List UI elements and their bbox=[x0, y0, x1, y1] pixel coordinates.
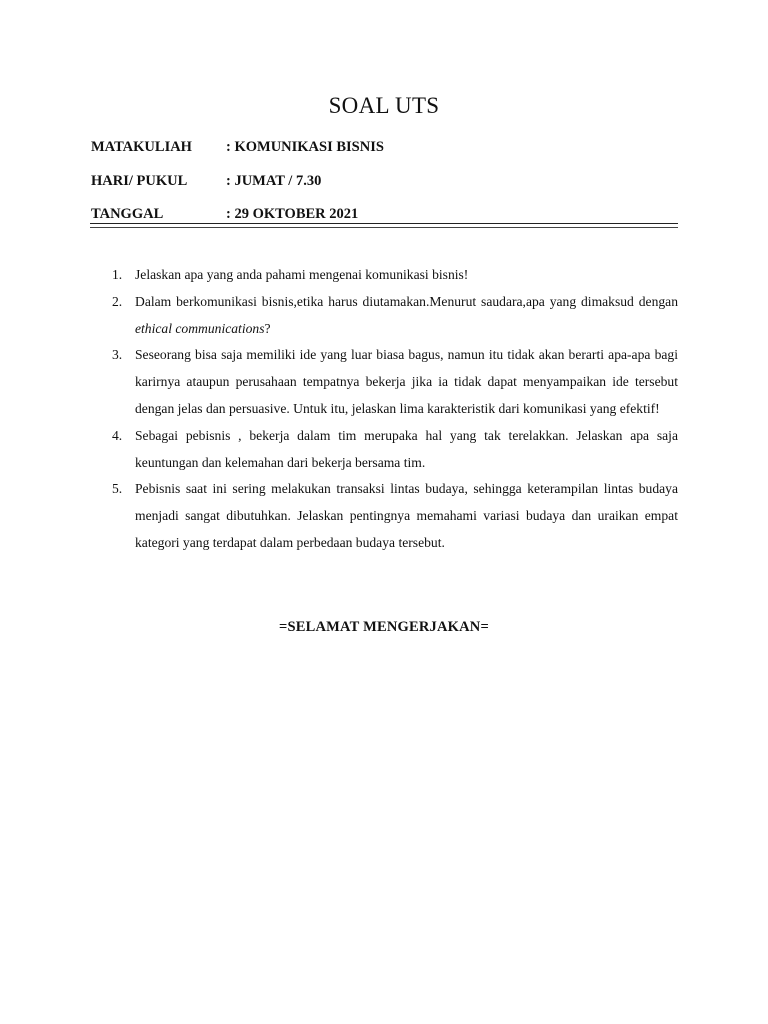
question-item bbox=[90, 262, 678, 289]
info-value: : KOMUNIKASI BISNIS bbox=[226, 139, 384, 155]
info-label: TANGGAL bbox=[91, 206, 164, 222]
question-text: Pebisnis saat ini sering melakukan transaksi lintas budaya, sehingga keterampilan lintas budaya menjadi sangat dibutuhkan. Jelaskan pentingnya memahami variasi budaya dan uraikan empat kategori yang terdapat dalam perbedaan budaya tersebut. bbox=[135, 481, 678, 550]
question-text: Jelaskan apa yang anda pahami mengenai komunikasi bisnis! bbox=[135, 267, 469, 282]
question-text-after: ? bbox=[264, 320, 271, 336]
question-text-before: Dalam berkomunikasi bisnis,etika harus diutamakan.Menurut saudara,apa yang dimaksud dengan bbox=[135, 293, 678, 309]
question-text: Sebagai pebisnis , bekerja dalam tim merupaka hal yang tak terelakkan. Jelaskan apa saja keuntungan dan kelemahan dari bekerja bersama tim. bbox=[135, 427, 678, 470]
question-emphasis: ethical communications bbox=[135, 320, 265, 336]
question-item bbox=[90, 289, 678, 343]
info-label: HARI/ PUKUL bbox=[91, 173, 188, 189]
question-item bbox=[90, 423, 678, 477]
question-number: 2. bbox=[112, 293, 123, 309]
page-title: SOAL UTS bbox=[328, 93, 440, 118]
header-divider-top bbox=[90, 223, 678, 224]
question-number: 4. bbox=[112, 427, 123, 443]
closing-text: =SELAMAT MENGERJAKAN= bbox=[279, 619, 489, 635]
question-list bbox=[90, 262, 678, 557]
question-item bbox=[90, 342, 678, 422]
question-item bbox=[90, 476, 678, 556]
info-label: MATAKULIAH bbox=[91, 139, 192, 155]
question-number: 5. bbox=[112, 481, 123, 497]
question-text bbox=[135, 289, 678, 343]
info-value: : JUMAT / 7.30 bbox=[226, 173, 322, 189]
question-number: 1. bbox=[112, 267, 123, 282]
question-number: 3. bbox=[112, 347, 123, 363]
info-value: : 29 OKTOBER 2021 bbox=[226, 206, 359, 222]
header-divider-bottom bbox=[90, 227, 678, 228]
question-text: Seseorang bisa saja memiliki ide yang luar biasa bagus, namun itu tidak akan berarti apa-apa bagi karirnya ataupun perusahaan tempatnya bekerja jika ia tidak dapat menyampaikan ide tersebut dengan jelas dan persuasive. Untuk itu, jelaskan lima karakteristik dari komunikasi yang efektif! bbox=[135, 347, 678, 416]
